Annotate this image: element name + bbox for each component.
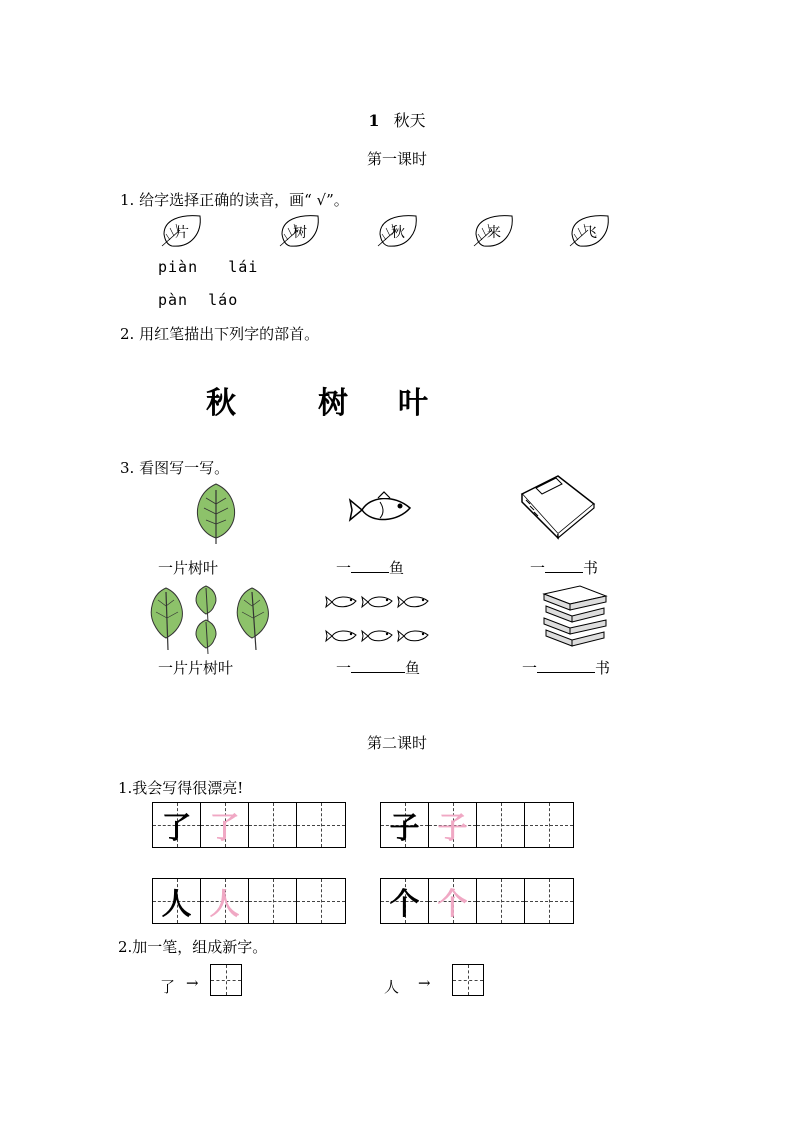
model-char: 了 — [161, 811, 192, 846]
caption-fish-many-post: 鱼 — [405, 659, 421, 677]
book-many-blank[interactable] — [537, 658, 595, 673]
pinyin-row-2: pàn láo — [158, 291, 239, 309]
lesson2-heading: 第二课时 — [366, 734, 427, 752]
page-title — [0, 108, 794, 131]
leaf-char-text: 片 — [175, 225, 189, 241]
grid-cell-empty[interactable] — [525, 879, 573, 923]
grid-cell-empty[interactable] — [297, 803, 345, 847]
radical-char-2: 树 — [318, 386, 348, 421]
leaf-char-3 — [374, 212, 422, 252]
trace-char: 了 — [209, 811, 240, 846]
leaf-illustration — [192, 482, 240, 550]
trace-char: 个 — [437, 887, 468, 922]
grid-cell-model — [381, 803, 429, 847]
leaf-char-4 — [470, 212, 518, 252]
pinyin-row-1: piàn lái — [158, 258, 259, 276]
answer-box[interactable] — [210, 964, 242, 996]
grid-cell-empty[interactable] — [249, 879, 297, 923]
grid-cell-empty[interactable] — [477, 803, 525, 847]
fish-many-blank[interactable] — [351, 658, 405, 673]
fishes-illustration — [322, 590, 434, 654]
model-char: 子 — [389, 811, 420, 846]
answer-box[interactable] — [452, 964, 484, 996]
add-stroke-char-2: 人 — [384, 978, 400, 996]
radical-char-1: 秋 — [206, 386, 236, 421]
leaf-char-text: 秋 — [391, 225, 405, 241]
caption-leaf-one: 一片树叶 — [158, 559, 219, 577]
grid-cell-trace[interactable] — [429, 879, 477, 923]
caption-book-one-post: 书 — [583, 559, 599, 577]
arrow-icon: → — [186, 974, 199, 992]
arrow-icon: → — [418, 974, 431, 992]
writing-grid — [380, 878, 574, 924]
caption-fish-many-pre: 一 — [336, 659, 352, 677]
add-stroke-char-1: 了 — [160, 978, 176, 996]
writing-task-2-label: 2.加一笔，组成新字。 — [118, 938, 268, 956]
model-char: 个 — [389, 887, 420, 922]
caption-fish-many — [336, 657, 420, 678]
book-one-blank[interactable] — [545, 558, 583, 573]
books-illustration — [540, 584, 610, 652]
grid-cell-empty[interactable] — [249, 803, 297, 847]
caption-fish-one-post: 鱼 — [389, 559, 405, 577]
caption-book-many-pre: 一 — [522, 659, 538, 677]
leaf-char-text: 飞 — [583, 225, 597, 241]
writing-grid — [152, 802, 346, 848]
writing-task-1-label: 1.我会写得很漂亮! — [118, 779, 244, 797]
writing-grid — [152, 878, 346, 924]
model-char: 人 — [161, 887, 192, 922]
caption-book-one — [530, 557, 598, 578]
grid-cell-model — [381, 879, 429, 923]
caption-fish-one-pre: 一 — [336, 559, 352, 577]
leaf-char-1 — [158, 212, 206, 252]
lesson-number: 1 — [368, 111, 380, 130]
caption-fish-one — [336, 557, 404, 578]
question-3-label: 3. 看图写一写。 — [120, 459, 230, 477]
leaf-char-2 — [276, 212, 324, 252]
caption-book-one-pre: 一 — [530, 559, 546, 577]
question-1-label: 1. 给字选择正确的读音，画“ √”。 — [120, 191, 349, 209]
grid-cell-trace[interactable] — [201, 879, 249, 923]
caption-book-many — [522, 657, 610, 678]
leaf-char-text: 来 — [487, 225, 501, 241]
grid-cell-trace[interactable] — [429, 803, 477, 847]
leaf-char-5 — [566, 212, 614, 252]
leaves-illustration — [146, 584, 276, 658]
grid-cell-model — [153, 879, 201, 923]
fish-illustration — [348, 490, 414, 534]
leaf-char-text: 树 — [293, 225, 307, 241]
question-2-label: 2. 用红笔描出下列字的部首。 — [120, 325, 320, 343]
grid-cell-empty[interactable] — [297, 879, 345, 923]
caption-leaf-many: 一片片树叶 — [158, 659, 234, 677]
lesson-title: 秋天 — [393, 111, 426, 130]
grid-cell-empty[interactable] — [525, 803, 573, 847]
grid-cell-trace[interactable] — [201, 803, 249, 847]
trace-char: 人 — [209, 887, 240, 922]
caption-book-many-post: 书 — [595, 659, 611, 677]
fish-one-blank[interactable] — [351, 558, 389, 573]
trace-char: 子 — [437, 811, 468, 846]
grid-cell-empty[interactable] — [477, 879, 525, 923]
grid-cell-model — [153, 803, 201, 847]
lesson1-heading: 第一课时 — [366, 150, 427, 168]
radical-char-3: 叶 — [398, 386, 428, 421]
book-illustration — [518, 474, 598, 544]
writing-grid — [380, 802, 574, 848]
